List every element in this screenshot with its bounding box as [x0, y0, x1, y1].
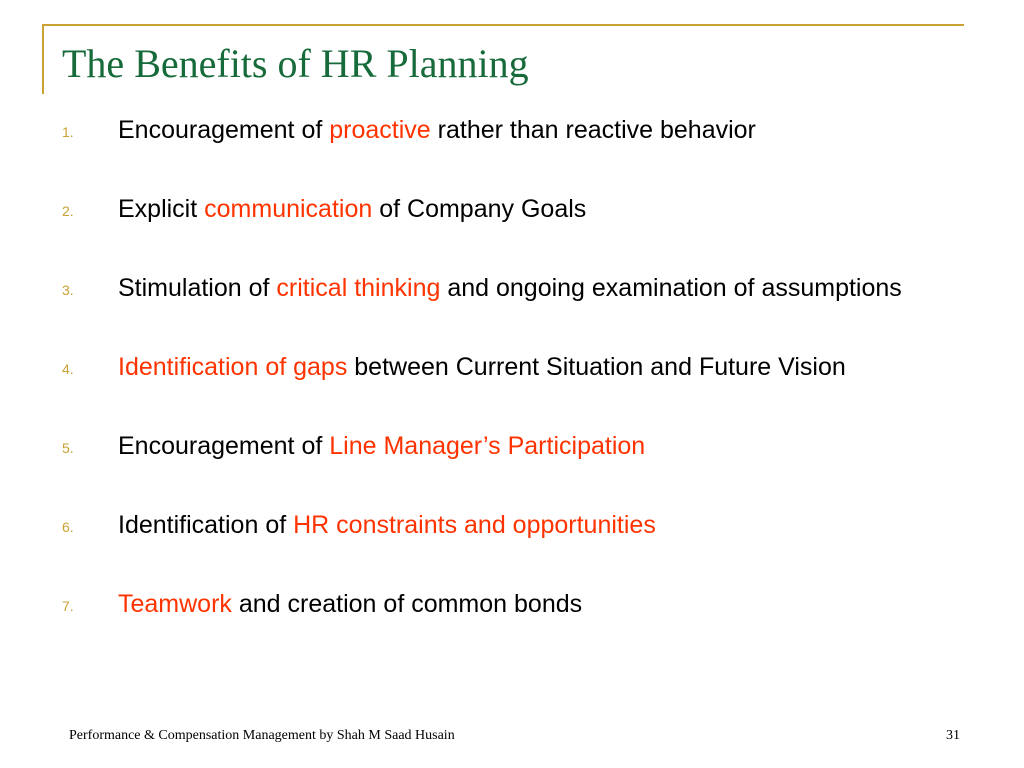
list-item	[62, 430, 942, 463]
list-number: 4.	[62, 361, 74, 377]
item-text: of Company Goals	[372, 195, 587, 223]
list-number: 7.	[62, 598, 74, 614]
item-text: Encouragement of	[118, 116, 330, 144]
benefits-list	[62, 114, 942, 667]
frame-top-line	[42, 24, 964, 26]
item-text: Identification of	[118, 511, 294, 539]
item-text: Explicit	[118, 195, 205, 223]
list-number: 1.	[62, 124, 74, 140]
highlighted-text: critical thinking	[276, 274, 441, 302]
highlighted-text: Teamwork	[118, 590, 232, 618]
highlighted-text: HR constraints and opportunities	[293, 511, 656, 539]
list-number: 2.	[62, 203, 74, 219]
item-text: Encouragement of	[118, 432, 330, 460]
highlighted-text: Identification of gaps	[118, 353, 348, 381]
list-number: 5.	[62, 440, 74, 456]
highlighted-text: proactive	[329, 116, 431, 144]
item-text: between Current Situation and Future Vision	[347, 353, 846, 381]
item-text: Stimulation of	[118, 274, 277, 302]
item-text: rather than reactive behavior	[430, 116, 756, 144]
list-number: 3.	[62, 282, 74, 298]
slide-title: The Benefits of HR Planning	[62, 41, 529, 86]
list-item	[62, 588, 942, 621]
list-number: 6.	[62, 519, 74, 535]
list-item	[62, 114, 942, 147]
footer-text: Performance & Compensation Management by Shah M Saad Husain	[69, 728, 455, 743]
list-item	[62, 509, 942, 542]
item-text: and ongoing examination of assumptions	[440, 274, 902, 302]
page-number: 31	[946, 728, 960, 743]
frame-left-line	[42, 24, 44, 94]
highlighted-text: communication	[204, 195, 373, 223]
list-item	[62, 351, 942, 384]
list-item	[62, 193, 942, 226]
highlighted-text: Line Manager’s Participation	[329, 432, 646, 460]
list-item	[62, 272, 942, 305]
item-text: and creation of common bonds	[231, 590, 583, 618]
